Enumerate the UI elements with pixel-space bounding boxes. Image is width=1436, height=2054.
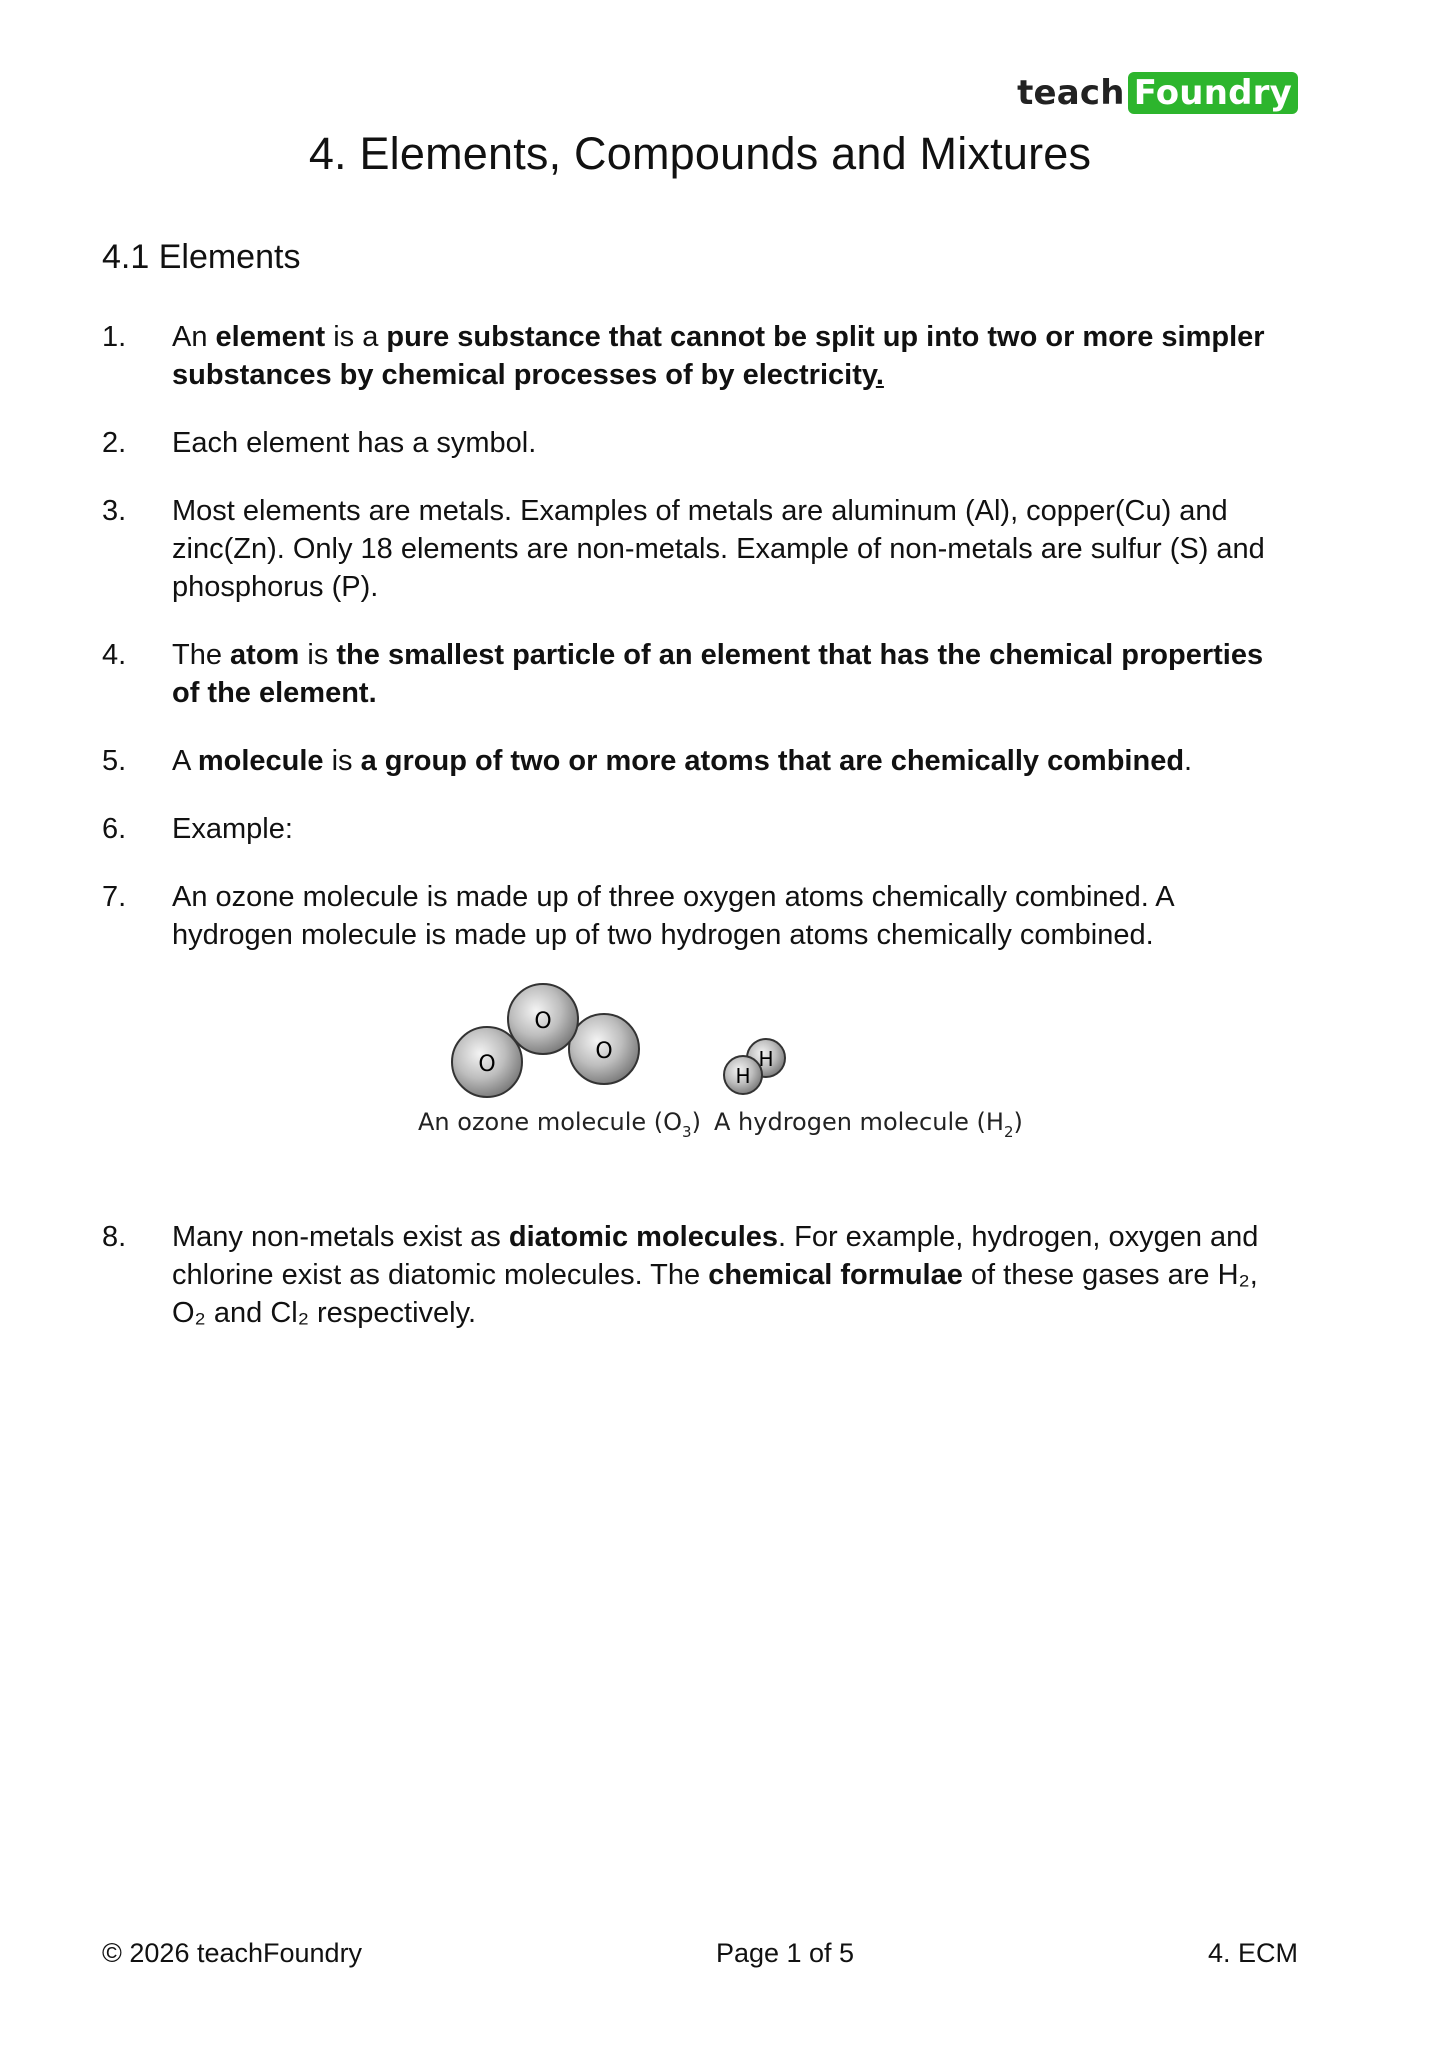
teachfoundry-logo: [1017, 72, 1298, 114]
list-number: 7.: [102, 881, 127, 913]
logo-text-foundry: Foundry: [1128, 72, 1298, 114]
list-number: 4.: [102, 639, 127, 671]
list-item: [102, 1218, 1302, 1332]
atom-label-o: O: [534, 1009, 552, 1034]
list-item-text: Most elements are metals. Examples of metals are aluminum (Al), copper(Cu) and zinc(Zn). Only 18 elements are non-metals. Example of non-metals are sulfur (S) and phosphorus (P).: [172, 495, 1265, 603]
hydrogen-molecule: [724, 1039, 785, 1094]
list-item: [102, 424, 1302, 462]
list-item: [102, 636, 1302, 712]
page-footer: [102, 1938, 1298, 1969]
hydrogen-caption: A hydrogen molecule $(H_2)$: [714, 1108, 1023, 1141]
atom-label-h: H: [735, 1064, 751, 1088]
ozone-molecule: [452, 984, 639, 1097]
atom-label-o: O: [595, 1039, 613, 1064]
atom-label-h: H: [758, 1047, 774, 1071]
list-item-text: Each element has a symbol.: [172, 427, 537, 459]
list-item: [102, 742, 1302, 780]
list-item-text: Example:: [172, 813, 293, 845]
section-heading: 4.1 Elements: [102, 238, 301, 276]
molecule-figure: [102, 984, 1302, 1176]
list-number: 5.: [102, 745, 127, 777]
footer-doc-code: 4. ECM: [1207, 1938, 1298, 1968]
ozone-caption: An ozone molecule $(O_3)$: [418, 1108, 701, 1141]
list-item-text: An element is a pure substance that cannot be split up into two or more simpler substances by chemical processes of by electricity.: [172, 321, 1265, 391]
list-number: 6.: [102, 813, 127, 845]
list-number: 3.: [102, 495, 127, 527]
list-item: [102, 318, 1302, 394]
molecule-diagram: [402, 984, 1023, 1176]
logo-text-teach: teach: [1017, 73, 1125, 113]
list-item-text: An ozone molecule is made up of three oxygen atoms chemically combined. A hydrogen molecule is made up of two hydrogen atoms chemically combined.: [172, 881, 1174, 951]
numbered-list: [102, 318, 1302, 1362]
list-item: [102, 492, 1302, 606]
list-number: 8.: [102, 1221, 127, 1253]
list-number: 2.: [102, 427, 127, 459]
list-item-text: A molecule is a group of two or more atoms that are chemically combined.: [172, 745, 1193, 777]
list-number: 1.: [102, 321, 127, 353]
footer-page-number: Page 1 of 5: [715, 1938, 855, 1968]
list-item-text: Many non-metals exist as diatomic molecules. For example, hydrogen, oxygen and chlorine exist as diatomic molecules. The chemical formulae of these gases are H₂, O₂ and Cl₂ respectively.: [172, 1221, 1259, 1329]
list-item-text: The atom is the smallest particle of an element that has the chemical properties of the element.: [172, 639, 1264, 709]
list-item: [102, 878, 1302, 954]
list-item: [102, 810, 1302, 848]
atom-label-o: O: [478, 1052, 496, 1077]
footer-copyright: © 2026 teachFoundry: [102, 1938, 363, 1968]
page-title: 4. Elements, Compounds and Mixtures: [308, 128, 1092, 179]
